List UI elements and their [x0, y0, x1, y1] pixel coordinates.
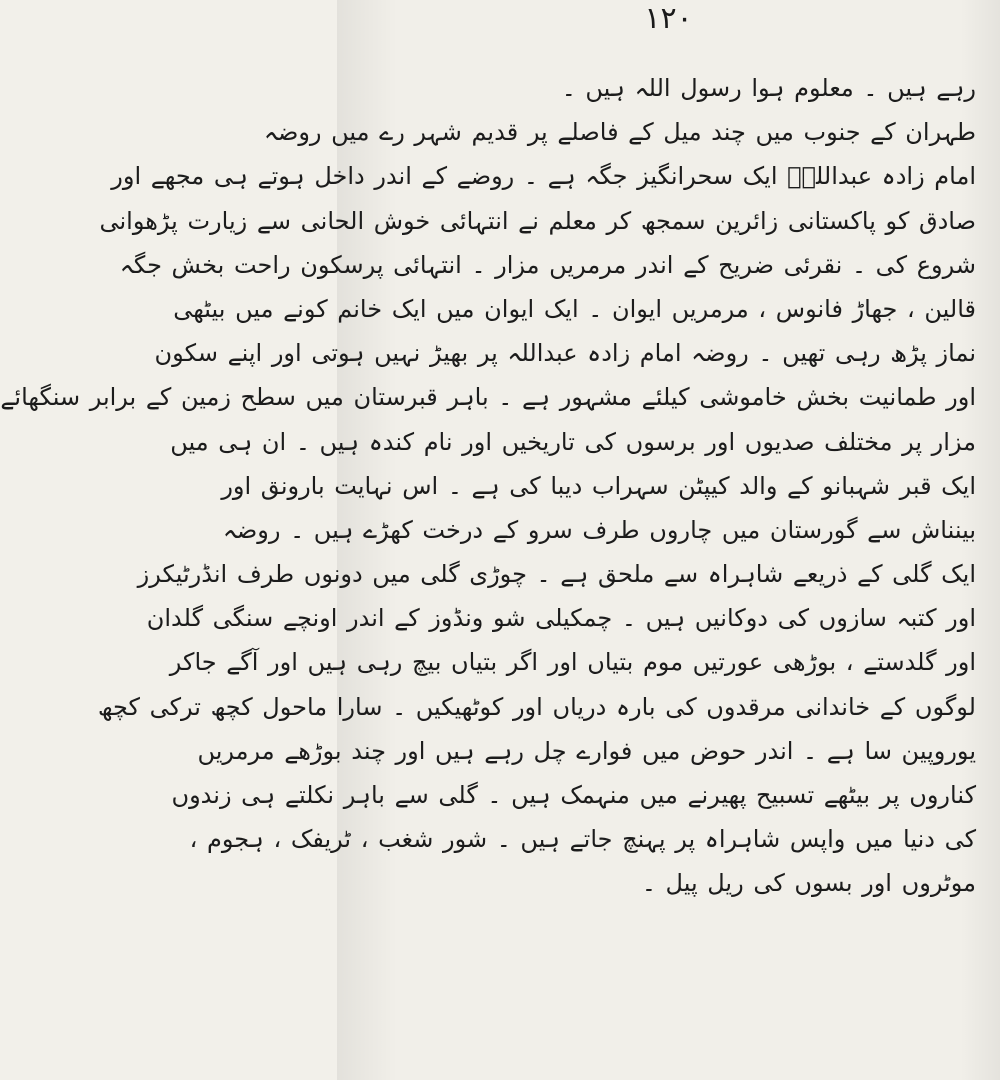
page-number: ١٢٠ — [644, 1, 693, 36]
text-line: کی دنیا میں واپس شاہراہ پر پہنچ جاتے ہیں ۔ شور شغب ، ٹریفک ، ہجوم ، — [189, 825, 976, 854]
text-line: رہے ہیں ۔ معلوم ہوا رسول اللہ ہیں ۔ — [561, 74, 976, 102]
text-line: نماز پڑھ رہی تھیں ۔ روضہ امام زادہ عبداللہ پر بھیڑ نہیں ہوتی اور اپنے سکون — [154, 339, 976, 368]
text-line: ایک گلی کے ذریعے شاہراہ سے ملحق ہے ۔ چوڑی گلی میں دونوں طرف انڈرٹیکرز — [137, 560, 976, 589]
text-line: اور طمانیت بخش خاموشی کیلئے مشہور ہے ۔ باہر قبرستان میں سطح زمین کے برابر سنگھائے — [0, 383, 976, 412]
text-line: طہران کے جنوب میں چند میل کے فاصلے پر قدیم شہر رے میں روضہ — [263, 118, 976, 147]
text-line: کناروں پر بیٹھے تسبیح پھیرنے میں منہمک ہیں ۔ گلی سے باہر نکلتے ہی زندوں — [171, 781, 976, 809]
text-line: امام زادہ عبداللہؑ ایک سحرانگیز جگہ ہے ۔ روضے کے اندر داخل ہوتے ہی مجھے اور — [111, 162, 976, 191]
text-line: قالین ، جھاڑ فانوس ، مرمریں ایوان ۔ ایک ایوان میں ایک خانم کونے میں بیٹھی — [173, 294, 976, 323]
text-line: یوروپین سا ہے ۔ اندر حوض میں فوارے چل رہے ہیں اور چند بوڑھے مرمریں — [197, 736, 976, 765]
text-line: اور گلدستے ، بوڑھی عورتیں موم بتیاں اور اگر بتیاں بیچ رہی ہیں اور آگے جاکر — [169, 648, 976, 677]
text-line: ایک قبر شہبانو کے والد کیپٹن سہراب دیبا کی ہے ۔ اس نہایت بارونق اور — [221, 471, 976, 500]
text-line: مزار پر مختلف صدیوں اور برسوں کی تاریخیں اور نام کندہ ہیں ۔ ان ہی میں — [170, 427, 976, 456]
text-line: صادق کو پاکستانی زائرین سمجھ کر معلم نے انتہائی خوش الحانی سے زیارت پڑھوانی — [99, 206, 976, 235]
text-line: اور کتبہ سازوں کی دوکانیں ہیں ۔ چمکیلی شو ونڈوز کے اندر اونچے سنگی گلدان — [146, 604, 976, 633]
text-line: بینناش سے گورستان میں چاروں طرف سرو کے درخت کھڑے ہیں ۔ روضہ — [222, 515, 976, 544]
text-line: موٹروں اور بسوں کی ریل پیل ۔ — [641, 869, 976, 898]
text-line: شروع کی ۔ نقرئی ضریح کے اندر مرمریں مزار ۔ انتہائی پرسکون راحت بخش جگہ — [119, 250, 976, 279]
text-line: لوگوں کے خاندانی مرقدوں کی بارہ دریاں اور کوٹھیکیں ۔ سارا ماحول کچھ ترکی کچھ — [97, 692, 976, 721]
body-text — [0, 66, 976, 906]
